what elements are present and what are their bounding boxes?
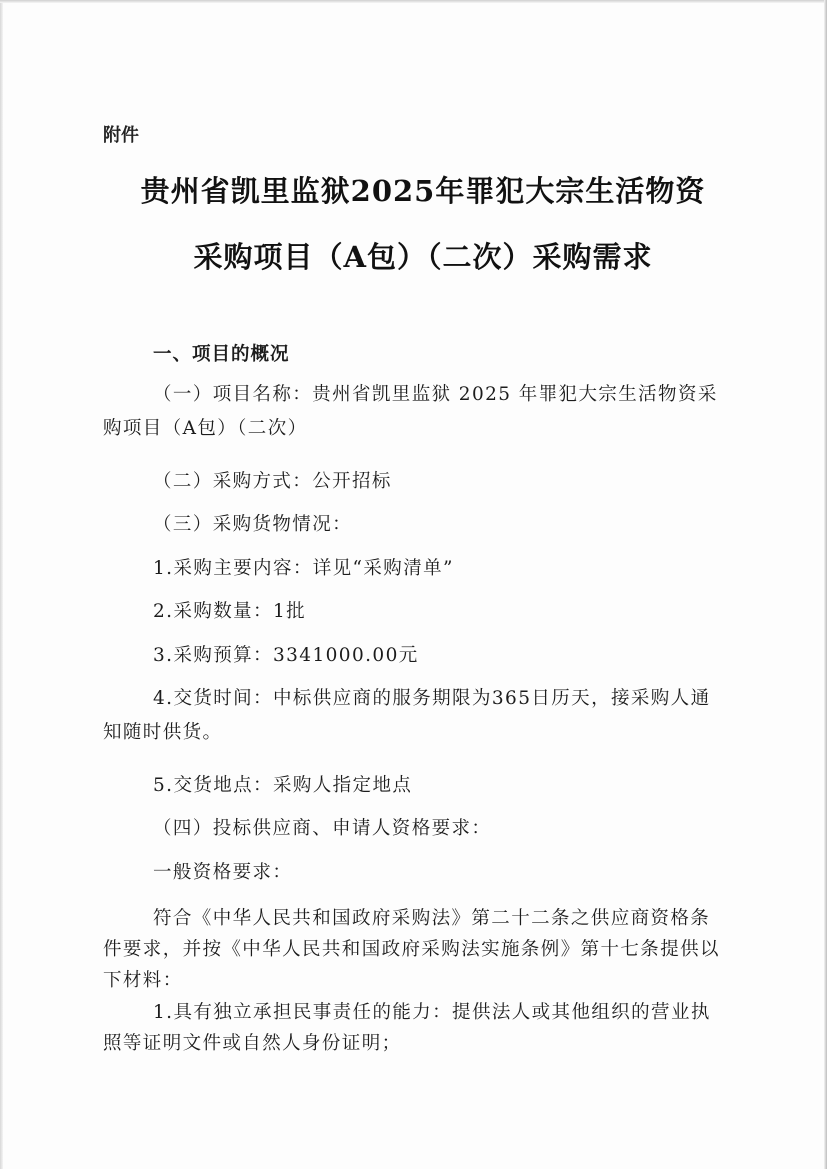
list-item-content: 1.采购主要内容：详见“采购清单”: [153, 558, 454, 579]
goods-heading: （三）采购货物情况：: [153, 514, 353, 535]
qualification-heading: （四）投标供应商、申请人资格要求：: [153, 818, 492, 839]
list-item-delivery-location: 5.交货地点：采购人指定地点: [153, 775, 413, 796]
document-title-line1: 贵州省凯里监狱2025年罪犯大宗生活物资: [140, 174, 706, 208]
section-heading-overview: 一、项目的概况: [153, 344, 290, 365]
project-name-paragraph: （一）项目名称：贵州省凯里监狱 2025 年罪犯大宗生活物资采购项目（A包）（二次）: [103, 384, 718, 439]
document-title-line2: 采购项目（A包）（二次）采购需求: [193, 240, 653, 274]
list-item-budget: 3.采购预算：3341000.00元: [153, 645, 419, 666]
condition-item-1: 1.具有独立承担民事责任的能力：提供法人或其他组织的营业执照等证明文件或自然人身份证明；: [103, 1002, 711, 1054]
attachment-label: 附件: [103, 125, 139, 146]
scan-edge-top: [0, 0, 827, 3]
general-requirements-heading: 一般资格要求：: [153, 862, 293, 883]
procurement-method: （二）采购方式：公开招标: [153, 471, 392, 492]
law-paragraph: 符合《中华人民共和国政府采购法》第二十二条之供应商资格条件要求，并按《中华人民共和国政府采购法实施条例》第十七条提供以下材料：: [103, 908, 720, 991]
list-item-quantity: 2.采购数量：1批: [153, 601, 307, 622]
scan-edge-left: [0, 0, 3, 1169]
list-item-delivery-time: 4.交货时间：中标供应商的服务期限为365日历天，接采购人通知随时供货。: [103, 688, 711, 743]
